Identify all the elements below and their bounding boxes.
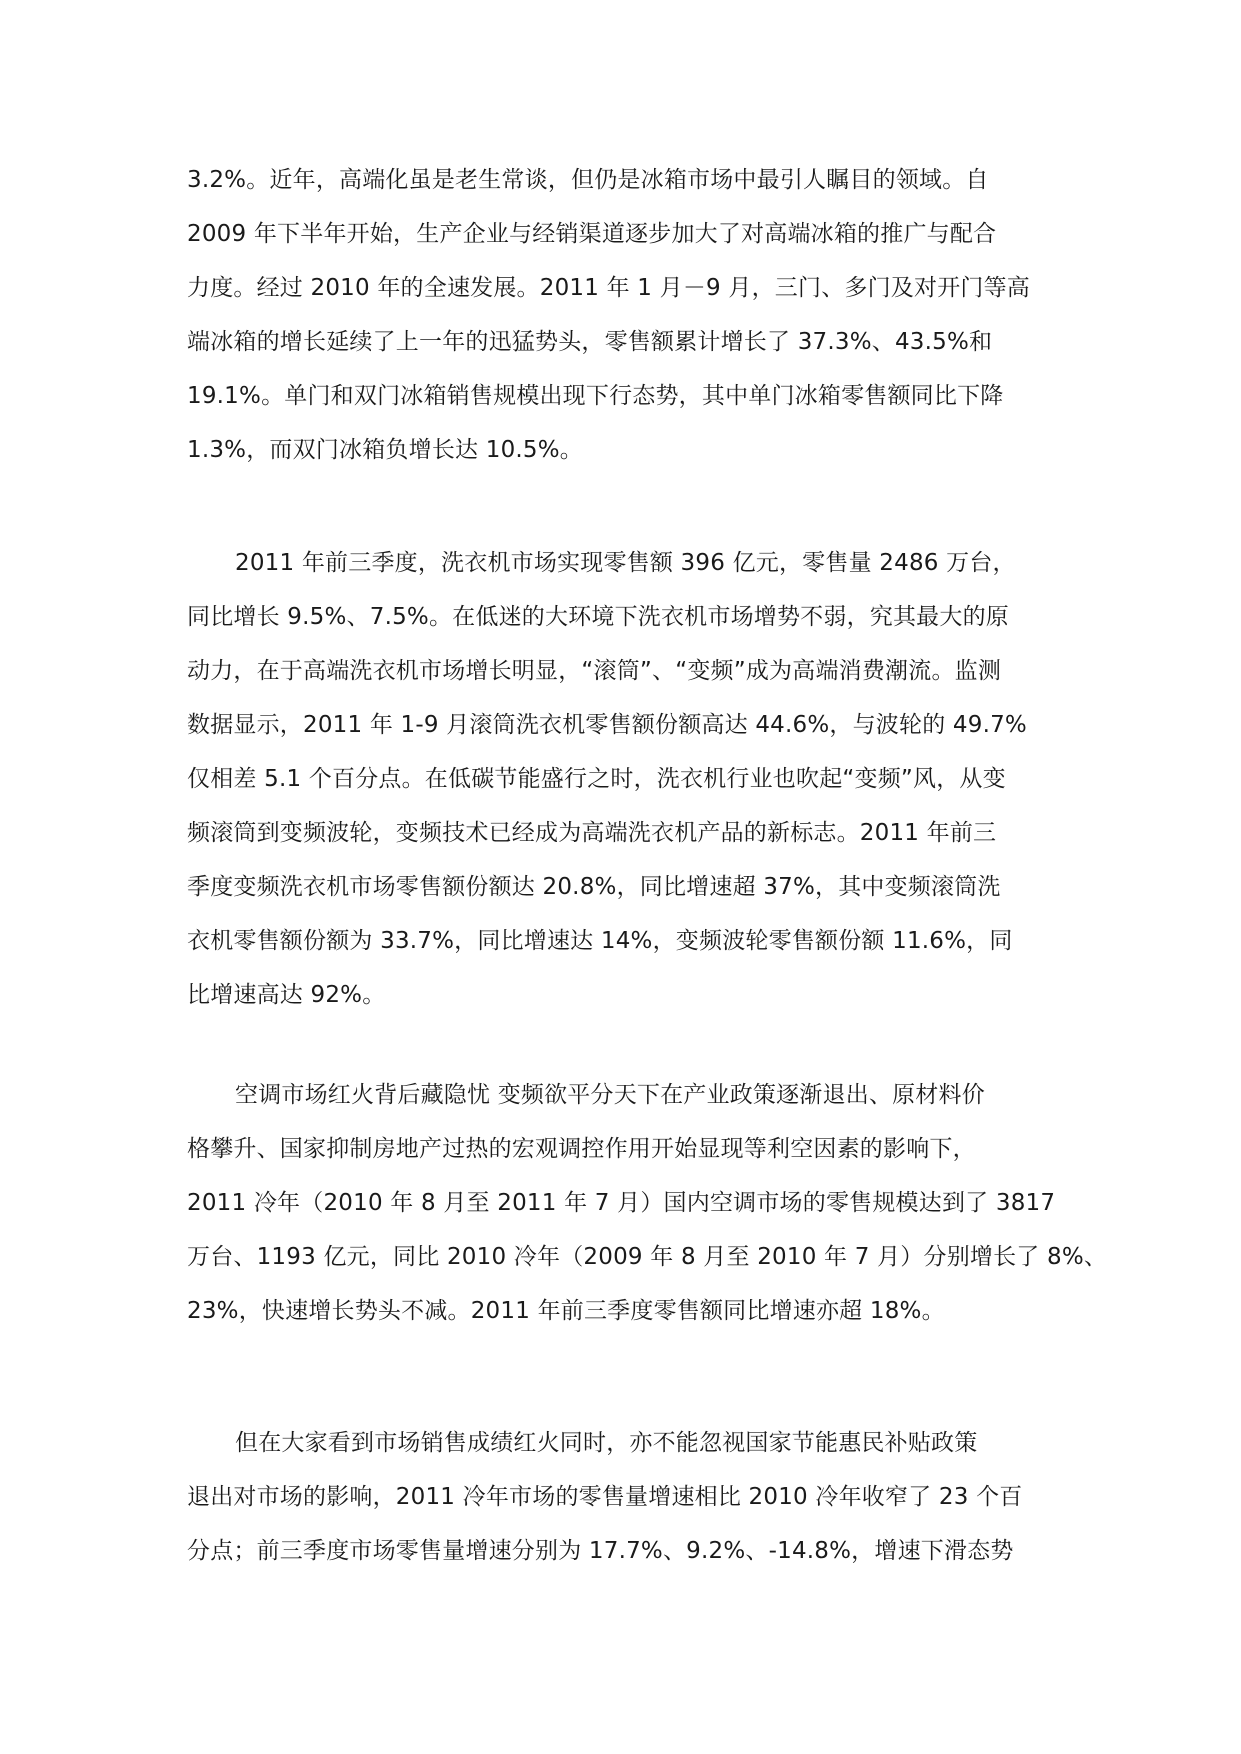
text-line: 分点；前三季度市场零售量增速分别为 17.7%、9.2%、-14.8%，增速下滑态势 <box>187 1538 1014 1564</box>
text-line: 2011 年前三季度，洗衣机市场实现零售额 396 亿元，零售量 2486 万台， <box>235 550 1016 576</box>
text-line: 频滚筒到变频波轮，变频技术已经成为高端洗衣机产品的新标志。2011 年前三 <box>187 820 997 846</box>
text-line: 空调市场红火背后藏隐忧 变频欲平分天下在产业政策逐渐退出、原材料价 <box>235 1082 985 1108</box>
text-line: 退出对市场的影响，2011 冷年市场的零售量增速相比 2010 冷年收窄了 23 个百 <box>187 1484 1023 1510</box>
paragraph-refrigerator-market <box>187 153 1067 477</box>
text-line: 仅相差 5.1 个百分点。在低碳节能盛行之时，洗衣机行业也吹起“变频”风，从变 <box>187 766 1006 792</box>
text-line: 力度。经过 2010 年的全速发展。2011 年 1 月－9 月，三门、多门及对开门等高 <box>187 275 1030 301</box>
text-line: 23%，快速增长势头不减。2011 年前三季度零售额同比增速亦超 18%。 <box>187 1298 945 1324</box>
text-line: 端冰箱的增长延续了上一年的迅猛势头，零售额累计增长了 37.3%、43.5%和 <box>187 329 993 355</box>
text-line: 数据显示，2011 年 1-9 月滚筒洗衣机零售额份额高达 44.6%，与波轮的 49.7% <box>187 712 1027 738</box>
text-line: 格攀升、国家抑制房地产过热的宏观调控作用开始显现等利空因素的影响下， <box>187 1136 976 1162</box>
text-line: 3.2%。近年，高端化虽是老生常谈，但仍是冰箱市场中最引人瞩目的领域。自 <box>187 167 989 193</box>
text-line: 2011 冷年（2010 年 8 月至 2011 年 7 月）国内空调市场的零售规模达到了 3817 <box>187 1190 1056 1216</box>
paragraph-air-conditioner-market <box>187 1068 1108 1338</box>
text-line: 衣机零售额份额为 33.7%，同比增速达 14%，变频波轮零售额份额 11.6%，同 <box>187 928 1013 954</box>
paragraph-subsidy-policy-impact <box>187 1416 1067 1578</box>
text-line: 季度变频洗衣机市场零售额份额达 20.8%，同比增速超 37%，其中变频滚筒洗 <box>187 874 1001 900</box>
text-line: 但在大家看到市场销售成绩红火同时，亦不能忽视国家节能惠民补贴政策 <box>235 1430 978 1456</box>
text-line: 19.1%。单门和双门冰箱销售规模出现下行态势，其中单门冰箱零售额同比下降 <box>187 383 1004 409</box>
text-line: 2009 年下半年开始，生产企业与经销渠道逐步加大了对高端冰箱的推广与配合 <box>187 221 997 247</box>
text-line: 动力，在于高端洗衣机市场增长明显，“滚筒”、“变频”成为高端消费潮流。监测 <box>187 658 1002 684</box>
paragraph-washing-machine-market <box>187 536 1067 1022</box>
text-line: 万台、1193 亿元，同比 2010 冷年（2009 年 8 月至 2010 年 7 月）分别增长了 8%、 <box>187 1244 1108 1270</box>
text-line: 同比增长 9.5%、7.5%。在低迷的大环境下洗衣机市场增势不弱，究其最大的原 <box>187 604 1009 630</box>
text-line: 比增速高达 92%。 <box>187 982 386 1008</box>
text-line: 1.3%，而双门冰箱负增长达 10.5%。 <box>187 437 584 463</box>
